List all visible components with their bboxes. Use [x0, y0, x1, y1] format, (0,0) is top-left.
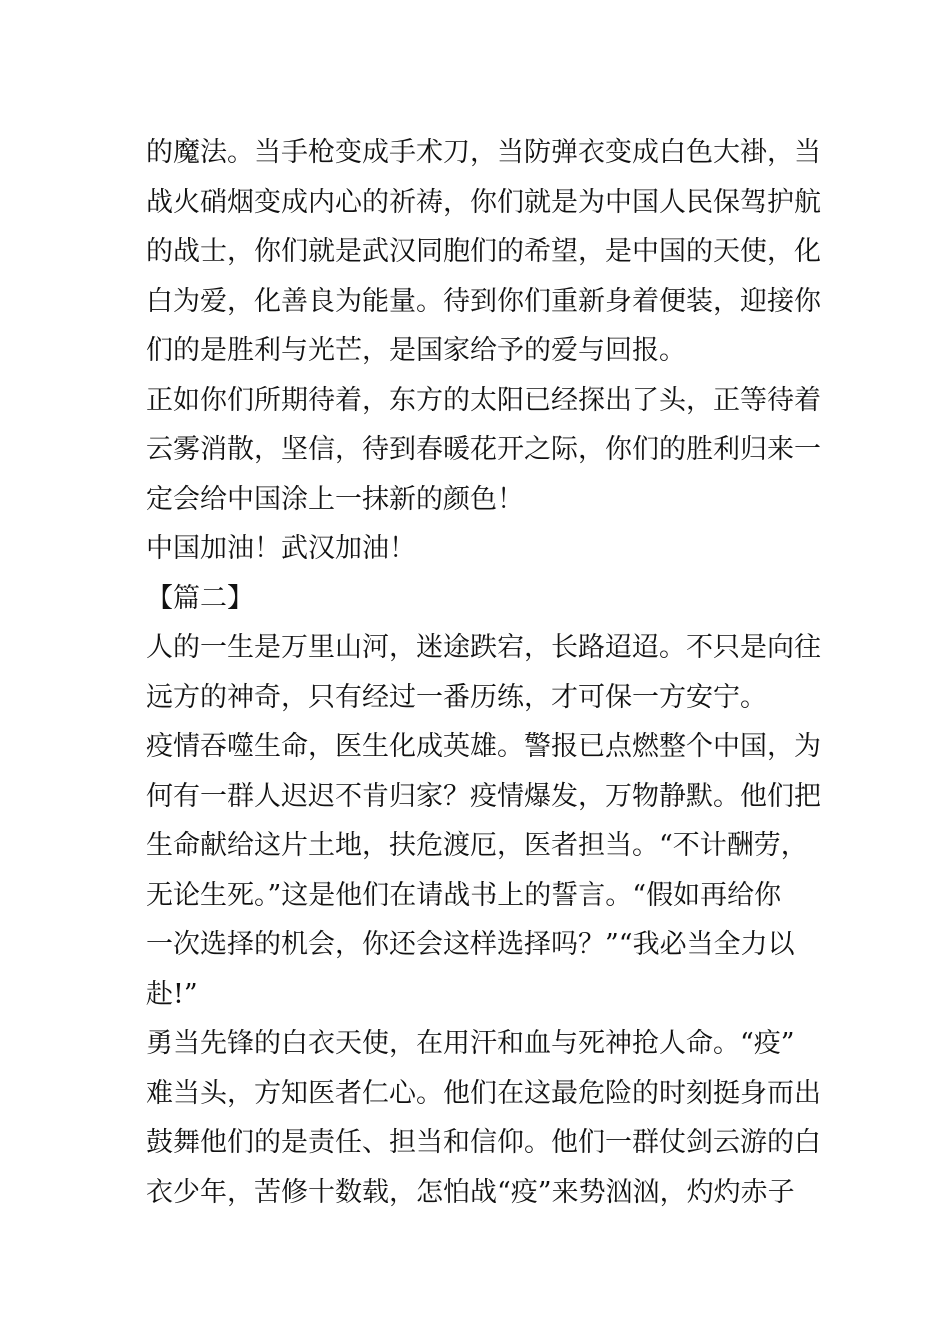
- text-line: 云雾消散，坚信，待到春暖花开之际，你们的胜利归来一: [146, 434, 821, 465]
- text-line: 定会给中国涂上一抹新的颜色！: [146, 483, 524, 515]
- text-line: 勇当先锋的白衣天使，在用汗和血与死神抢人命。“疫”: [146, 1028, 795, 1059]
- text-line: 白为爱，化善良为能量。待到你们重新身着便装，迎接你: [146, 285, 821, 317]
- text-line: 生命献给这片土地，扶危渡厄，医者担当。“不计酬劳，: [146, 830, 808, 861]
- text-line: 的战士，你们就是武汉同胞们的希望，是中国的天使，化: [146, 236, 821, 267]
- text-line: 赴!”: [146, 978, 198, 1010]
- text-line: 无论生死。”这是他们在请战书上的誓言。“假如再给你: [146, 879, 782, 911]
- text-line: 中国加油！武汉加油！: [146, 533, 416, 564]
- text-line: 人的一生是万里山河，迷途跌宕，长路迢迢。不只是向往: [146, 632, 821, 663]
- document-body: [146, 128, 821, 1217]
- text-line: 何有一群人迟迟不肯归家？疫情爆发，万物静默。他们把: [146, 780, 821, 812]
- text-line: 正如你们所期待着，东方的太阳已经探出了头，正等待着: [146, 384, 821, 416]
- text-line: 们的是胜利与光芒，是国家给予的爱与回报。: [146, 335, 686, 366]
- text-line: 疫情吞噬生命，医生化成英雄。警报已点燃整个中国，为: [146, 731, 821, 762]
- text-line: 难当头，方知医者仁心。他们在这最危险的时刻挺身而出: [146, 1077, 821, 1109]
- text-line: 衣少年，苦修十数载，怎怕战“疫”来势汹汹，灼灼赤子: [146, 1176, 795, 1208]
- text-line: 远方的神奇，只有经过一番历练，才可保一方安宁。: [146, 681, 767, 713]
- section-heading: 【篇二】: [146, 582, 254, 614]
- text-line: 一次选择的机会，你还会这样选择吗？”“我必当全力以: [146, 929, 795, 960]
- text-line: 的魔法。当手枪变成手术刀，当防弹衣变成白色大褂，当: [146, 137, 821, 168]
- text-line: 鼓舞他们的是责任、担当和信仰。他们一群仗剑云游的白: [146, 1127, 821, 1158]
- text-line: 战火硝烟变成内心的祈祷，你们就是为中国人民保驾护航: [146, 186, 821, 218]
